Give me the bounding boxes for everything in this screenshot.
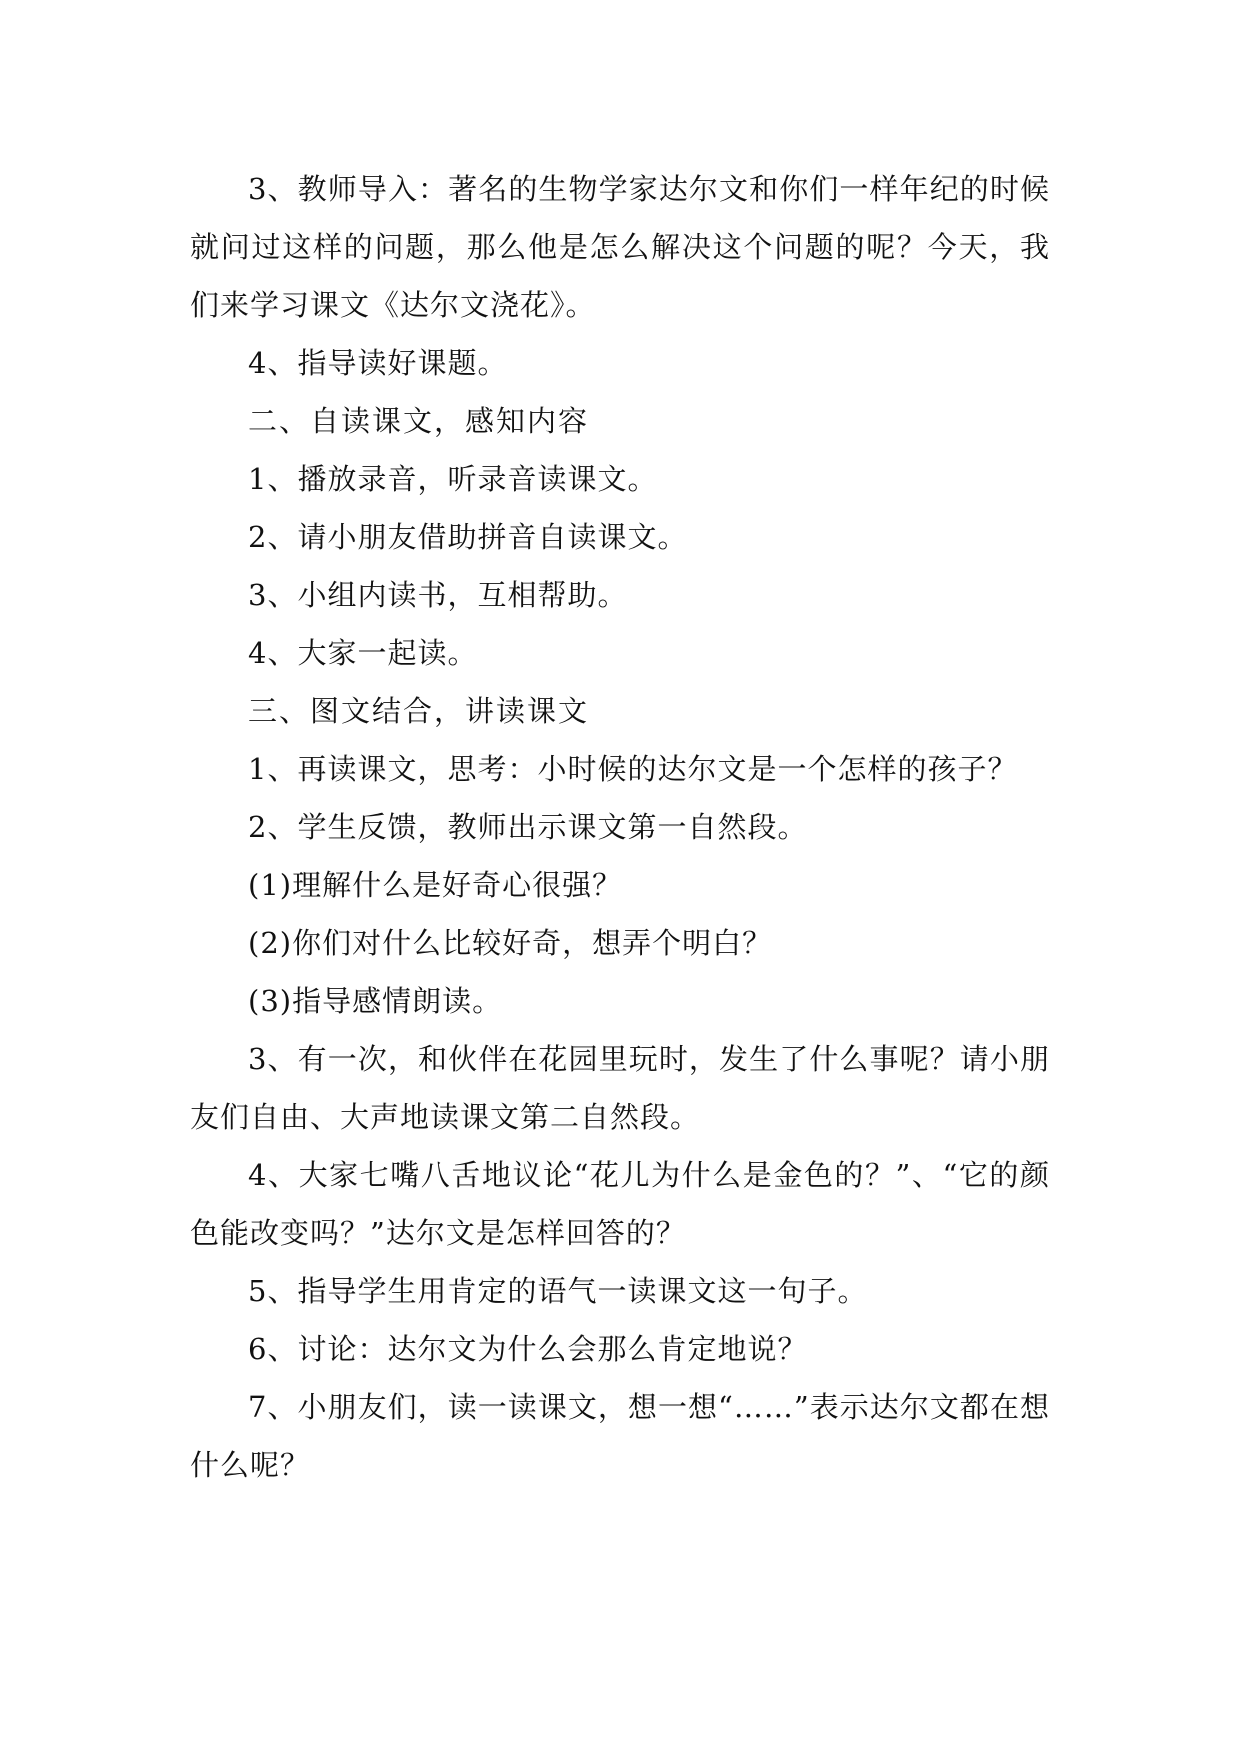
paragraph-sub-2: (2)你们对什么比较好奇，想弄个明白？ — [248, 926, 773, 960]
paragraph-sub-1: (1)理解什么是好奇心很强？ — [248, 868, 623, 902]
document-page — [190, 160, 1050, 1494]
paragraph-read-together: 4、大家一起读。 — [248, 636, 478, 670]
paragraph-garden-event: 3、有一次，和伙伴在花园里玩时，发生了什么事呢？请小朋友们自由、大声地读课文第二自然段。 — [190, 1042, 1050, 1134]
paragraph-play-recording: 1、播放录音，听录音读课文。 — [248, 462, 658, 496]
paragraph-teacher-intro: 3、教师导入：著名的生物学家达尔文和你们一样年纪的时候就问过这样的问题，那么他是怎么解决这个问题的呢？今天，我们来学习课文《达尔文浇花》。 — [190, 172, 1050, 322]
paragraph-group-reading: 3、小组内读书，互相帮助。 — [248, 578, 628, 612]
paragraph-discussion-quote: 4、大家七嘴八舌地议论“花儿为什么是金色的？”、“它的颜色能改变吗？”达尔文是怎样回答的？ — [190, 1158, 1050, 1250]
paragraph-pinyin-reading: 2、请小朋友借助拼音自读课文。 — [248, 520, 688, 554]
paragraph-affirmative-tone: 5、指导学生用肯定的语气一读课文这一句子。 — [248, 1274, 868, 1308]
paragraph-read-title: 4、指导读好课题。 — [248, 346, 508, 380]
paragraph-reread-think: 1、再读课文，思考：小时候的达尔文是一个怎样的孩子？ — [248, 752, 1018, 786]
paragraph-ellipsis-meaning: 7、小朋友们，读一读课文，想一想“……”表示达尔文都在想什么呢？ — [190, 1390, 1050, 1482]
section-heading-picture-text: 三、图文结合，讲读课文 — [248, 694, 590, 728]
paragraph-discuss-why: 6、讨论：达尔文为什么会那么肯定地说？ — [248, 1332, 808, 1366]
paragraph-student-feedback: 2、学生反馈，教师出示课文第一自然段。 — [248, 810, 808, 844]
paragraph-sub-3: (3)指导感情朗读。 — [248, 984, 503, 1018]
section-heading-self-reading: 二、自读课文，感知内容 — [248, 404, 590, 438]
